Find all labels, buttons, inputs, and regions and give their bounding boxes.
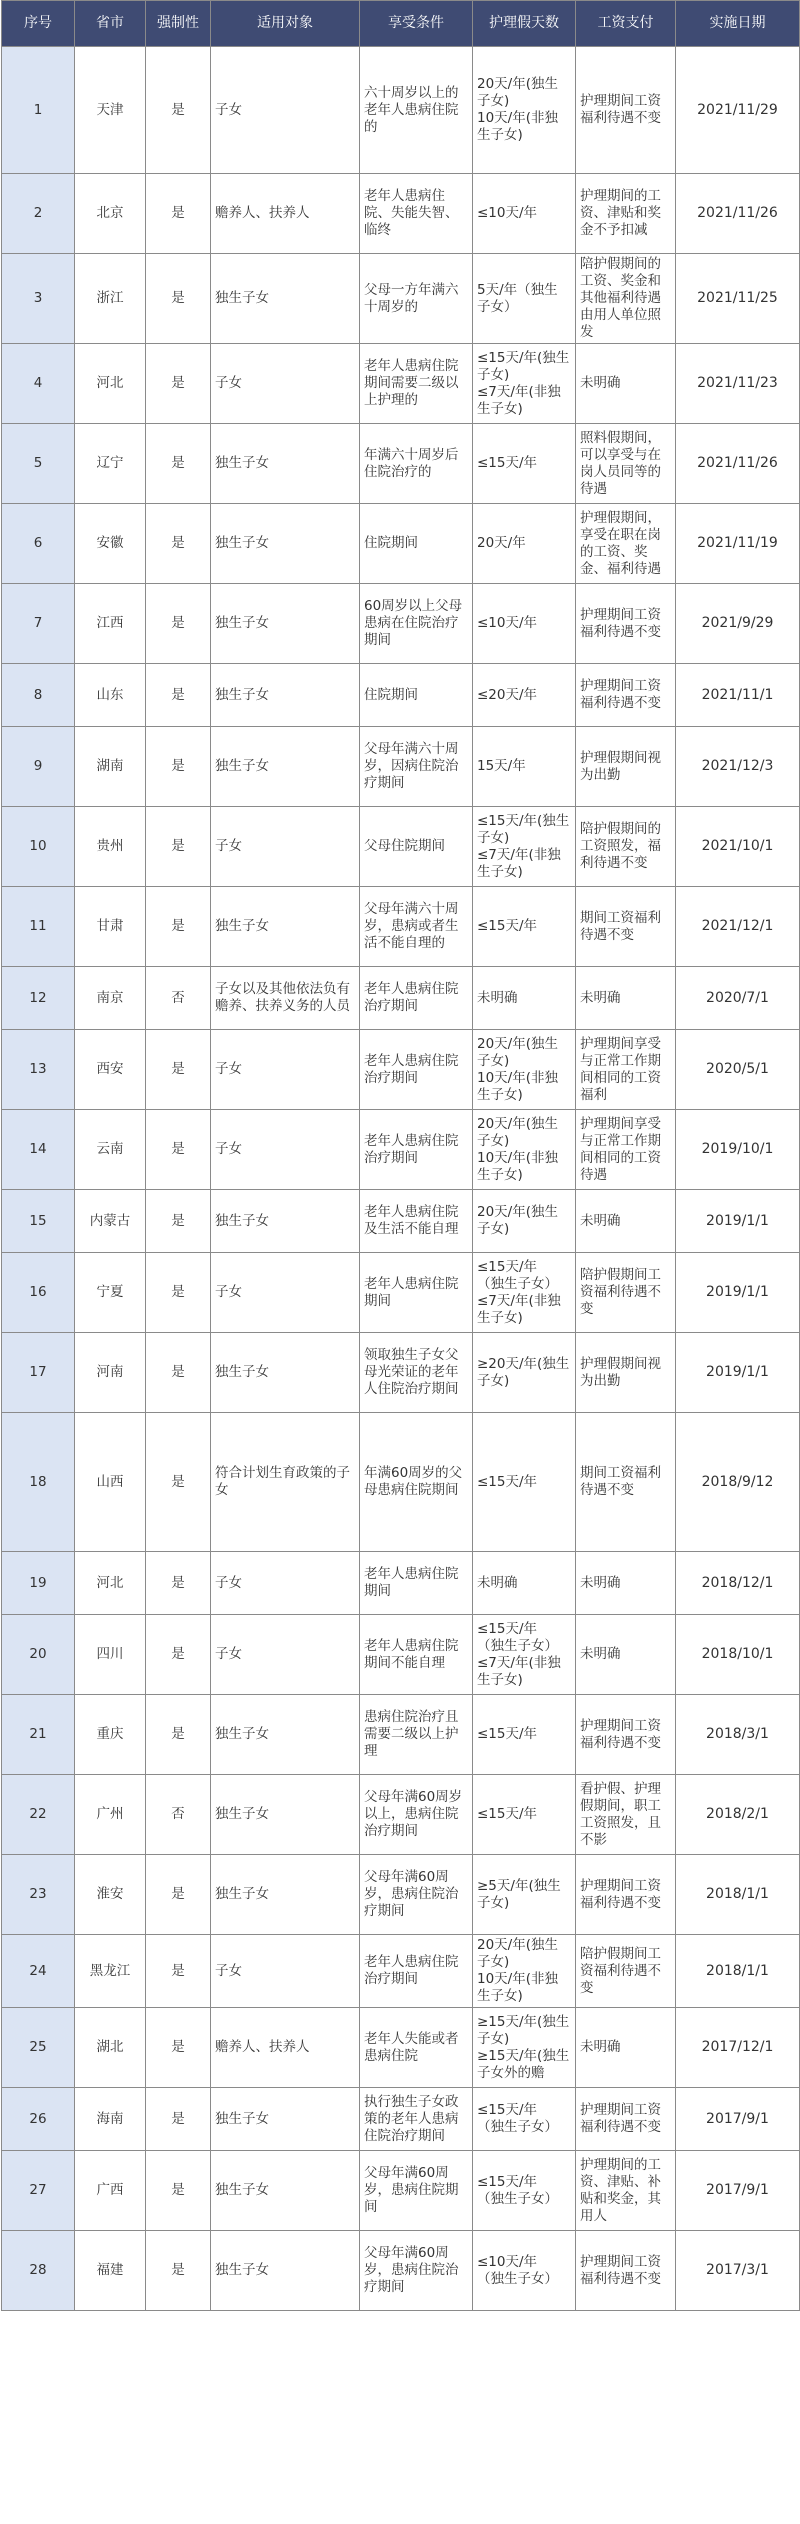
cell-wage: 护理期间工资福利待遇不变 <box>576 1855 676 1935</box>
cell-date: 2018/9/12 <box>676 1413 800 1552</box>
cell-target: 独生子女 <box>211 664 360 727</box>
cell-no: 8 <box>2 664 75 727</box>
cell-condition: 父母年满60周岁，患病住院期间 <box>360 2151 473 2231</box>
cell-target: 子女 <box>211 47 360 174</box>
table-row <box>2 2151 800 2231</box>
cell-date: 2021/11/26 <box>676 174 800 254</box>
cell-condition: 住院期间 <box>360 664 473 727</box>
cell-target: 子女 <box>211 1253 360 1333</box>
cell-target: 子女 <box>211 807 360 887</box>
cell-target: 赡养人、扶养人 <box>211 174 360 254</box>
header-mandatory: 强制性 <box>146 1 211 47</box>
cell-no: 18 <box>2 1413 75 1552</box>
cell-no: 7 <box>2 584 75 664</box>
cell-no: 24 <box>2 1935 75 2008</box>
cell-condition: 父母年满60周岁，患病住院治疗期间 <box>360 1855 473 1935</box>
cell-province: 北京 <box>75 174 146 254</box>
cell-no: 3 <box>2 254 75 344</box>
cell-mandatory: 否 <box>146 967 211 1030</box>
table-row <box>2 1030 800 1110</box>
cell-no: 9 <box>2 727 75 807</box>
cell-days: 15天/年 <box>473 727 576 807</box>
cell-date: 2018/3/1 <box>676 1695 800 1775</box>
cell-province: 江西 <box>75 584 146 664</box>
cell-mandatory: 是 <box>146 2008 211 2088</box>
cell-mandatory: 是 <box>146 174 211 254</box>
cell-province: 河南 <box>75 1333 146 1413</box>
cell-condition: 执行独生子女政策的老年人患病住院治疗期间 <box>360 2088 473 2151</box>
cell-target: 独生子女 <box>211 1695 360 1775</box>
cell-wage: 护理期间工资福利待遇不变 <box>576 664 676 727</box>
cell-days: ≥5天/年(独生子女) <box>473 1855 576 1935</box>
cell-mandatory: 是 <box>146 1855 211 1935</box>
cell-province: 内蒙古 <box>75 1190 146 1253</box>
cell-province: 黑龙江 <box>75 1935 146 2008</box>
cell-wage: 护理期间的工资、津贴、补贴和奖金，其用人 <box>576 2151 676 2231</box>
cell-days: ≤10天/年 <box>473 584 576 664</box>
cell-no: 14 <box>2 1110 75 1190</box>
cell-no: 23 <box>2 1855 75 1935</box>
cell-mandatory: 是 <box>146 1413 211 1552</box>
cell-no: 11 <box>2 887 75 967</box>
cell-condition: 父母年满60周岁，患病住院治疗期间 <box>360 2231 473 2311</box>
cell-condition: 老年人患病住院治疗期间 <box>360 1935 473 2008</box>
table-row <box>2 504 800 584</box>
cell-condition: 住院期间 <box>360 504 473 584</box>
cell-wage: 陪护假期间的工资、奖金和其他福利待遇由用人单位照发 <box>576 254 676 344</box>
cell-days: 20天/年(独生子女) 10天/年(非独生子女) <box>473 1110 576 1190</box>
cell-days: ≤15天/年 <box>473 1695 576 1775</box>
cell-date: 2019/10/1 <box>676 1110 800 1190</box>
cell-province: 天津 <box>75 47 146 174</box>
cell-wage: 陪护假期间工资福利待遇不变 <box>576 1253 676 1333</box>
cell-date: 2017/9/1 <box>676 2088 800 2151</box>
table-row <box>2 1552 800 1615</box>
cell-wage: 未明确 <box>576 1615 676 1695</box>
table-row <box>2 174 800 254</box>
cell-mandatory: 是 <box>146 254 211 344</box>
cell-wage: 护理期间享受与正常工作期间相同的工资福利 <box>576 1030 676 1110</box>
cell-province: 重庆 <box>75 1695 146 1775</box>
cell-date: 2021/11/23 <box>676 344 800 424</box>
cell-mandatory: 是 <box>146 1030 211 1110</box>
cell-mandatory: 是 <box>146 1333 211 1413</box>
cell-mandatory: 是 <box>146 807 211 887</box>
cell-wage: 护理假期间，享受在职在岗的工资、奖金、福利待遇 <box>576 504 676 584</box>
table-row <box>2 807 800 887</box>
cell-target: 独生子女 <box>211 2231 360 2311</box>
cell-condition: 老年人患病住院治疗期间 <box>360 1030 473 1110</box>
cell-condition: 年满六十周岁后住院治疗的 <box>360 424 473 504</box>
cell-days: 20天/年(独生子女) 10天/年(非独生子女) <box>473 47 576 174</box>
header-province: 省市 <box>75 1 146 47</box>
cell-condition: 父母住院期间 <box>360 807 473 887</box>
cell-province: 广州 <box>75 1775 146 1855</box>
cell-condition: 老年人失能或者患病住院 <box>360 2008 473 2088</box>
cell-days: ≤15天/年 （独生子女） ≤7天/年(非独生子女) <box>473 1615 576 1695</box>
cell-days: 20天/年(独生子女) <box>473 1190 576 1253</box>
cell-wage: 未明确 <box>576 344 676 424</box>
cell-days: ≤15天/年 （独生子女） <box>473 2088 576 2151</box>
cell-mandatory: 是 <box>146 1552 211 1615</box>
cell-no: 17 <box>2 1333 75 1413</box>
cell-target: 独生子女 <box>211 887 360 967</box>
cell-condition: 父母年满六十周岁，因病住院治疗期间 <box>360 727 473 807</box>
cell-province: 云南 <box>75 1110 146 1190</box>
cell-target: 独生子女 <box>211 727 360 807</box>
header-no: 序号 <box>2 1 75 47</box>
cell-condition: 老年人患病住院期间不能自理 <box>360 1615 473 1695</box>
cell-target: 赡养人、扶养人 <box>211 2008 360 2088</box>
cell-days: ≤15天/年 <box>473 887 576 967</box>
table-row <box>2 664 800 727</box>
cell-target: 符合计划生育政策的子女 <box>211 1413 360 1552</box>
cell-condition: 父母年满60周岁以上，患病住院治疗期间 <box>360 1775 473 1855</box>
cell-mandatory: 是 <box>146 2231 211 2311</box>
cell-days: ≥15天/年(独生子女) ≥15天/年(独生子女外的赡 <box>473 2008 576 2088</box>
cell-target: 子女 <box>211 1935 360 2008</box>
cell-mandatory: 是 <box>146 664 211 727</box>
table-row <box>2 2231 800 2311</box>
cell-days: ≤15天/年 <box>473 1775 576 1855</box>
cell-no: 21 <box>2 1695 75 1775</box>
cell-days: 5天/年（独生子女） <box>473 254 576 344</box>
cell-date: 2017/9/1 <box>676 2151 800 2231</box>
cell-date: 2021/10/1 <box>676 807 800 887</box>
cell-condition: 父母一方年满六十周岁的 <box>360 254 473 344</box>
cell-days: ≤15天/年 <box>473 1413 576 1552</box>
cell-date: 2017/12/1 <box>676 2008 800 2088</box>
table-row <box>2 1110 800 1190</box>
cell-days: ≤10天/年 （独生子女） <box>473 2231 576 2311</box>
cell-province: 湖南 <box>75 727 146 807</box>
cell-date: 2019/1/1 <box>676 1253 800 1333</box>
cell-mandatory: 否 <box>146 1775 211 1855</box>
cell-wage: 护理假期间视为出勤 <box>576 1333 676 1413</box>
cell-wage: 未明确 <box>576 2008 676 2088</box>
cell-no: 20 <box>2 1615 75 1695</box>
cell-target: 独生子女 <box>211 1333 360 1413</box>
cell-province: 湖北 <box>75 2008 146 2088</box>
table-body <box>2 47 800 2311</box>
cell-wage: 期间工资福利待遇不变 <box>576 887 676 967</box>
cell-target: 子女 <box>211 1615 360 1695</box>
cell-target: 独生子女 <box>211 1775 360 1855</box>
cell-condition: 父母年满六十周岁，患病或者生活不能自理的 <box>360 887 473 967</box>
cell-date: 2017/3/1 <box>676 2231 800 2311</box>
cell-mandatory: 是 <box>146 1935 211 2008</box>
cell-mandatory: 是 <box>146 1695 211 1775</box>
cell-no: 26 <box>2 2088 75 2151</box>
header-condition: 享受条件 <box>360 1 473 47</box>
cell-condition: 老年人患病住院、失能失智、临终 <box>360 174 473 254</box>
header-date: 实施日期 <box>676 1 800 47</box>
cell-target: 子女 <box>211 1030 360 1110</box>
nursing-leave-table <box>1 0 800 2311</box>
cell-date: 2021/12/1 <box>676 887 800 967</box>
cell-no: 4 <box>2 344 75 424</box>
cell-date: 2019/1/1 <box>676 1190 800 1253</box>
table-row <box>2 424 800 504</box>
cell-mandatory: 是 <box>146 1110 211 1190</box>
cell-no: 28 <box>2 2231 75 2311</box>
cell-target: 子女 <box>211 1552 360 1615</box>
cell-condition: 年满60周岁的父母患病住院期间 <box>360 1413 473 1552</box>
cell-mandatory: 是 <box>146 727 211 807</box>
cell-target: 独生子女 <box>211 2151 360 2231</box>
cell-condition: 老年人患病住院期间 <box>360 1253 473 1333</box>
table-row <box>2 584 800 664</box>
cell-target: 独生子女 <box>211 584 360 664</box>
cell-wage: 照料假期间，可以享受与在岗人员同等的待遇 <box>576 424 676 504</box>
cell-days: 20天/年 <box>473 504 576 584</box>
cell-mandatory: 是 <box>146 887 211 967</box>
cell-date: 2020/5/1 <box>676 1030 800 1110</box>
cell-province: 河北 <box>75 344 146 424</box>
table-row <box>2 887 800 967</box>
cell-target: 子女 <box>211 344 360 424</box>
table-row <box>2 2008 800 2088</box>
table-row <box>2 47 800 174</box>
table-row <box>2 1775 800 1855</box>
cell-wage: 护理期间工资福利待遇不变 <box>576 2231 676 2311</box>
cell-wage: 陪护假期间工资福利待遇不变 <box>576 1935 676 2008</box>
cell-wage: 期间工资福利待遇不变 <box>576 1413 676 1552</box>
cell-date: 2021/11/1 <box>676 664 800 727</box>
cell-wage: 看护假、护理假期间，职工工资照发，且不影 <box>576 1775 676 1855</box>
cell-no: 10 <box>2 807 75 887</box>
table-row <box>2 254 800 344</box>
cell-province: 宁夏 <box>75 1253 146 1333</box>
cell-wage: 未明确 <box>576 1190 676 1253</box>
cell-date: 2021/11/26 <box>676 424 800 504</box>
cell-condition: 老年人患病住院期间需要二级以上护理的 <box>360 344 473 424</box>
cell-no: 5 <box>2 424 75 504</box>
table-row <box>2 967 800 1030</box>
cell-no: 16 <box>2 1253 75 1333</box>
cell-province: 山东 <box>75 664 146 727</box>
table-row <box>2 1413 800 1552</box>
cell-days: 未明确 <box>473 1552 576 1615</box>
cell-province: 辽宁 <box>75 424 146 504</box>
cell-province: 西安 <box>75 1030 146 1110</box>
cell-target: 独生子女 <box>211 2088 360 2151</box>
cell-wage: 陪护假期间的工资照发，福利待遇不变 <box>576 807 676 887</box>
header-wage: 工资支付 <box>576 1 676 47</box>
cell-condition: 老年人患病住院治疗期间 <box>360 967 473 1030</box>
cell-days: ≤15天/年 （独生子女） ≤7天/年(非独生子女) <box>473 1253 576 1333</box>
cell-wage: 护理期间享受与正常工作期间相同的工资待遇 <box>576 1110 676 1190</box>
cell-date: 2021/9/29 <box>676 584 800 664</box>
cell-date: 2018/10/1 <box>676 1615 800 1695</box>
cell-days: ≤15天/年(独生子女) ≤7天/年(非独生子女) <box>473 344 576 424</box>
cell-no: 27 <box>2 2151 75 2231</box>
cell-province: 河北 <box>75 1552 146 1615</box>
table-row <box>2 1253 800 1333</box>
cell-condition: 六十周岁以上的老年人患病住院的 <box>360 47 473 174</box>
cell-no: 6 <box>2 504 75 584</box>
cell-condition: 患病住院治疗且需要二级以上护理 <box>360 1695 473 1775</box>
cell-province: 安徽 <box>75 504 146 584</box>
cell-mandatory: 是 <box>146 424 211 504</box>
cell-date: 2020/7/1 <box>676 967 800 1030</box>
cell-wage: 未明确 <box>576 967 676 1030</box>
cell-date: 2018/12/1 <box>676 1552 800 1615</box>
cell-condition: 老年人患病住院治疗期间 <box>360 1110 473 1190</box>
table-row <box>2 1935 800 2008</box>
cell-mandatory: 是 <box>146 47 211 174</box>
cell-no: 15 <box>2 1190 75 1253</box>
cell-days: ≤15天/年 （独生子女） <box>473 2151 576 2231</box>
cell-target: 子女 <box>211 1110 360 1190</box>
cell-days: 未明确 <box>473 967 576 1030</box>
cell-date: 2021/12/3 <box>676 727 800 807</box>
cell-province: 贵州 <box>75 807 146 887</box>
cell-mandatory: 是 <box>146 2151 211 2231</box>
cell-no: 12 <box>2 967 75 1030</box>
cell-mandatory: 是 <box>146 584 211 664</box>
cell-wage: 护理期间工资福利待遇不变 <box>576 2088 676 2151</box>
cell-date: 2018/1/1 <box>676 1855 800 1935</box>
cell-no: 1 <box>2 47 75 174</box>
cell-wage: 护理期间工资福利待遇不变 <box>576 47 676 174</box>
table-row <box>2 1333 800 1413</box>
cell-wage: 护理期间的工资、津贴和奖金不予扣减 <box>576 174 676 254</box>
cell-province: 海南 <box>75 2088 146 2151</box>
header-target: 适用对象 <box>211 1 360 47</box>
cell-date: 2019/1/1 <box>676 1333 800 1413</box>
cell-target: 独生子女 <box>211 1190 360 1253</box>
cell-mandatory: 是 <box>146 504 211 584</box>
cell-no: 19 <box>2 1552 75 1615</box>
cell-condition: 老年人患病住院及生活不能自理 <box>360 1190 473 1253</box>
cell-no: 22 <box>2 1775 75 1855</box>
cell-province: 淮安 <box>75 1855 146 1935</box>
cell-province: 四川 <box>75 1615 146 1695</box>
table-row <box>2 1855 800 1935</box>
cell-no: 13 <box>2 1030 75 1110</box>
table-row <box>2 344 800 424</box>
cell-target: 子女以及其他依法负有赡养、扶养义务的人员 <box>211 967 360 1030</box>
table-row <box>2 2088 800 2151</box>
cell-mandatory: 是 <box>146 1615 211 1695</box>
cell-condition: 老年人患病住院期间 <box>360 1552 473 1615</box>
cell-province: 山西 <box>75 1413 146 1552</box>
cell-mandatory: 是 <box>146 2088 211 2151</box>
header-row <box>2 1 800 47</box>
table-row <box>2 727 800 807</box>
cell-days: 20天/年(独生子女) 10天/年(非独生子女) <box>473 1935 576 2008</box>
cell-date: 2021/11/25 <box>676 254 800 344</box>
cell-province: 甘肃 <box>75 887 146 967</box>
cell-province: 福建 <box>75 2231 146 2311</box>
cell-no: 2 <box>2 174 75 254</box>
cell-province: 南京 <box>75 967 146 1030</box>
cell-target: 独生子女 <box>211 254 360 344</box>
header-days: 护理假天数 <box>473 1 576 47</box>
cell-condition: 60周岁以上父母患病在住院治疗期间 <box>360 584 473 664</box>
cell-mandatory: 是 <box>146 344 211 424</box>
cell-days: ≤10天/年 <box>473 174 576 254</box>
cell-date: 2021/11/19 <box>676 504 800 584</box>
cell-days: ≤15天/年(独生子女) ≤7天/年(非独生子女) <box>473 807 576 887</box>
cell-wage: 护理假期间视为出勤 <box>576 727 676 807</box>
cell-date: 2018/2/1 <box>676 1775 800 1855</box>
cell-days: 20天/年(独生子女) 10天/年(非独生子女) <box>473 1030 576 1110</box>
cell-wage: 护理期间工资福利待遇不变 <box>576 1695 676 1775</box>
cell-province: 广西 <box>75 2151 146 2231</box>
table-row <box>2 1695 800 1775</box>
cell-condition: 领取独生子女父母光荣证的老年人住院治疗期间 <box>360 1333 473 1413</box>
cell-target: 独生子女 <box>211 424 360 504</box>
cell-days: ≤20天/年 <box>473 664 576 727</box>
cell-mandatory: 是 <box>146 1253 211 1333</box>
cell-wage: 未明确 <box>576 1552 676 1615</box>
cell-date: 2021/11/29 <box>676 47 800 174</box>
table-row <box>2 1190 800 1253</box>
table-row <box>2 1615 800 1695</box>
cell-no: 25 <box>2 2008 75 2088</box>
cell-target: 独生子女 <box>211 504 360 584</box>
cell-date: 2018/1/1 <box>676 1935 800 2008</box>
cell-days: ≥20天/年(独生子女) <box>473 1333 576 1413</box>
cell-days: ≤15天/年 <box>473 424 576 504</box>
cell-mandatory: 是 <box>146 1190 211 1253</box>
cell-wage: 护理期间工资福利待遇不变 <box>576 584 676 664</box>
cell-target: 独生子女 <box>211 1855 360 1935</box>
cell-province: 浙江 <box>75 254 146 344</box>
